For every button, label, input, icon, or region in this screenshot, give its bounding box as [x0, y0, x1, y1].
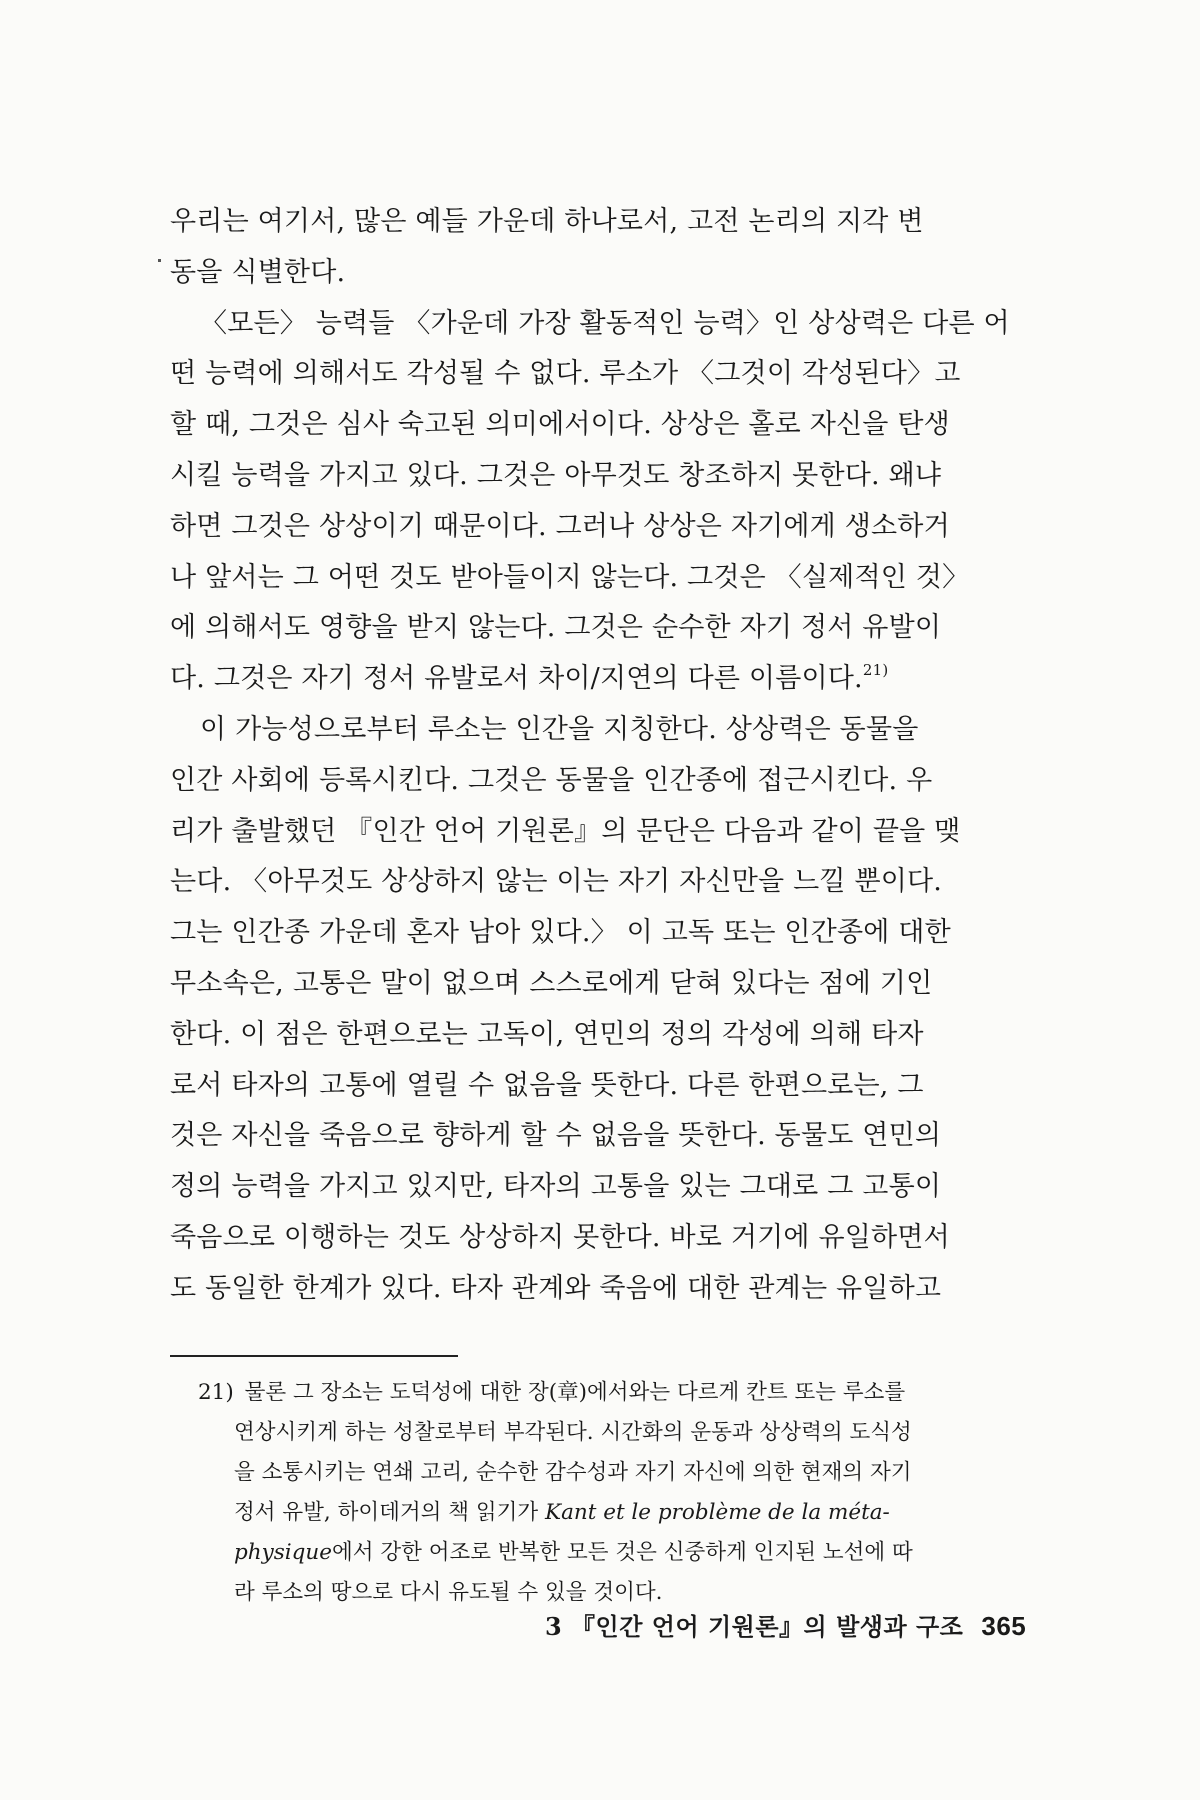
- footnote-line: [198, 1493, 1038, 1533]
- running-title: 3 『인간 언어 기원론』의 발생과 구조: [545, 1612, 964, 1641]
- body-line: 떤 능력에 의해서도 각성될 수 없다. 루소가 〈그것이 각성된다〉고: [170, 358, 961, 390]
- footnote-divider: [170, 1355, 458, 1357]
- footnote-line: 을 소통시키는 연쇄 고리, 순수한 감수성과 자기 자신에 의한 현재의 자기: [234, 1460, 912, 1485]
- body-line: 그는 인간종 가운데 혼자 남아 있다.〉 이 고독 또는 인간종에 대한: [170, 917, 951, 949]
- body-line: 에 의해서도 영향을 받지 않는다. 그것은 순수한 자기 정서 유발이: [170, 612, 942, 644]
- footnote-number: 21): [198, 1380, 234, 1405]
- body-line: 로서 타자의 고통에 열릴 수 없음을 뜻한다. 다른 한편으로는, 그: [170, 1069, 924, 1101]
- footnote-text: 정서 유발, 하이데거의 책 읽기가: [234, 1500, 546, 1525]
- body-line: 나 앞서는 그 어떤 것도 받아들이지 않는다. 그것은 〈실제적인 것〉: [170, 561, 970, 593]
- body-line: 한다. 이 점은 한편으로는 고독이, 연민의 정의 각성에 의해 타자: [170, 1018, 924, 1050]
- body-line: 할 때, 그것은 심사 숙고된 의미에서이다. 상상은 홀로 자신을 탄생: [170, 409, 950, 441]
- page-footer: [545, 1607, 1026, 1642]
- body-line: 동을 식별한다.: [170, 256, 346, 288]
- body-line: 무소속은, 고통은 말이 없으며 스스로에게 닫혀 있다는 점에 기인: [170, 967, 933, 999]
- body-line: 는다. 〈아무것도 상상하지 않는 이는 자기 자신만을 느낄 뿐이다.: [170, 866, 943, 898]
- footnote-line: [198, 1533, 1038, 1573]
- body-line: 하면 그것은 상상이기 때문이다. 그러나 상상은 자기에게 생소하거: [170, 510, 950, 542]
- footnote-line: 연상시키게 하는 성찰로부터 부각된다. 시간화의 운동과 상상력의 도식성: [234, 1420, 912, 1445]
- body-line: 죽음으로 이행하는 것도 상상하지 못한다. 바로 거기에 유일하면서: [170, 1221, 950, 1253]
- body-line: 이 가능성으로부터 루소는 인간을 지칭한다. 상상력은 동물을: [200, 713, 919, 745]
- footnote-text: 물론 그 장소는 도덕성에 대한 장(章)에서와는 다르게 칸트 또는 루소를: [244, 1380, 906, 1405]
- footnote-line: [198, 1373, 1038, 1413]
- book-title-italic: Kant et le problème de la méta-: [545, 1500, 890, 1525]
- footnote-reference: 21): [862, 661, 889, 680]
- body-line: 도 동일한 한계가 있다. 타자 관계와 죽음에 대한 관계는 유일하고: [170, 1272, 942, 1304]
- body-line: 〈모든〉 능력들 〈가운데 가장 활동적인 능력〉인 상상력은 다른 어: [200, 307, 1010, 339]
- footnote-line: 라 루소의 땅으로 다시 유도될 수 있을 것이다.: [234, 1580, 663, 1605]
- body-line: [170, 654, 1030, 705]
- body-line: 정의 능력을 가지고 있지만, 타자의 고통을 있는 그대로 그 고통이: [170, 1171, 942, 1203]
- page-number: 365: [981, 1611, 1027, 1641]
- body-line: 시킬 능력을 가지고 있다. 그것은 아무것도 창조하지 못한다. 왜냐: [170, 459, 942, 491]
- body-line-text: 다. 그것은 자기 정서 유발로서 차이/지연의 다른 이름이다.: [170, 663, 863, 695]
- body-line: 것은 자신을 죽음으로 향하게 할 수 없음을 뜻한다. 동물도 연민의: [170, 1120, 942, 1152]
- scan-speck: [158, 259, 161, 262]
- body-line: 인간 사회에 등록시킨다. 그것은 동물을 인간종에 접근시킨다. 우: [170, 764, 933, 796]
- footnote: [198, 1373, 1038, 1613]
- book-title-italic: physique: [234, 1540, 332, 1565]
- body-text: [170, 197, 1030, 1315]
- body-line: 우리는 여기서, 많은 예들 가운데 하나로서, 고전 논리의 지각 변: [170, 206, 924, 237]
- footnote-text: 에서 강한 어조로 반복한 모든 것은 신중하게 인지된 노선에 따: [332, 1540, 913, 1565]
- body-line: 리가 출발했던 『인간 언어 기원론』의 문단은 다음과 같이 끝을 맺: [170, 815, 961, 847]
